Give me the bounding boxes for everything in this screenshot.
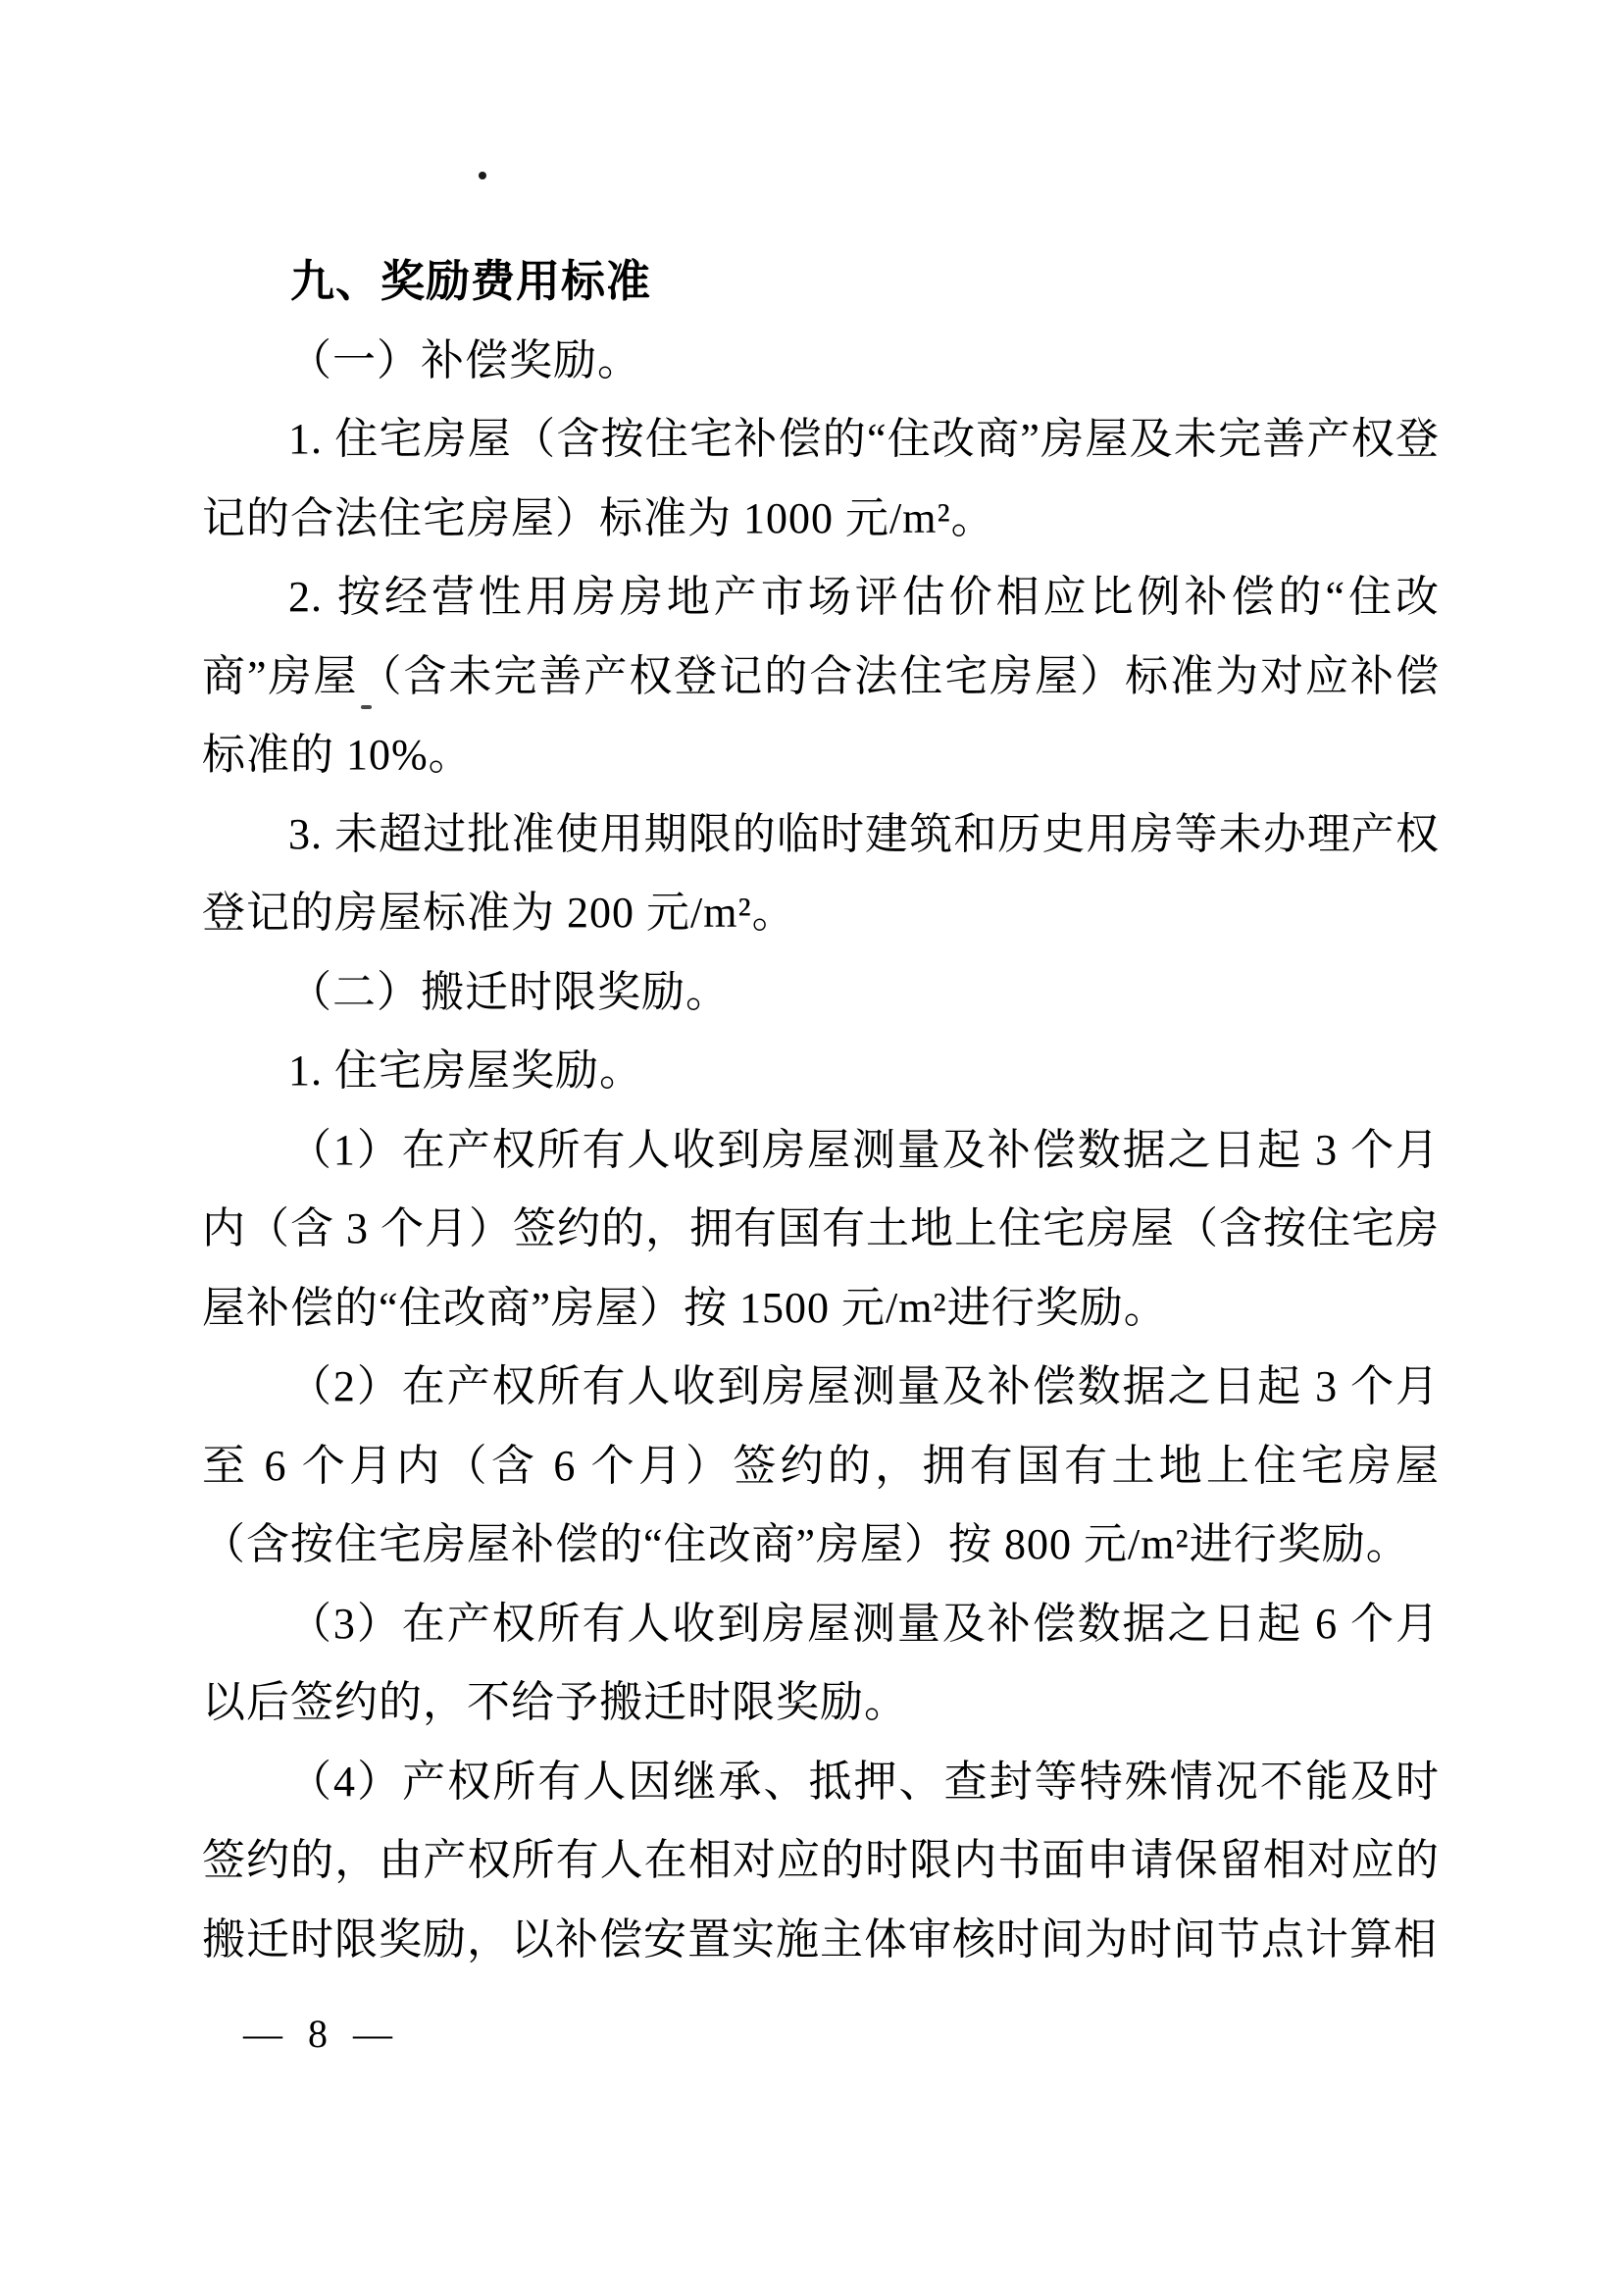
paragraph: （4）产权所有人因继承、抵押、查封等特殊情况不能及时签约的，由产权所有人在相对应的时限内书面申请保留相对应的搬迁时限奖励，以补偿安置实施主体审核时间为时间节点计算相 bbox=[202, 1757, 1440, 1964]
paragraph: （1）在产权所有人收到房屋测量及补偿数据之日起 3 个月内（含 3 个月）签约的，拥有国有土地上住宅房屋（含按住宅房屋补偿的“住改商”房屋）按 1500 元/m²进行奖励。 bbox=[202, 1125, 1440, 1332]
paragraph: （一）补偿奖励。 bbox=[288, 335, 641, 384]
paragraph: 1. 住宅房屋（含按住宅补偿的“住改商”房屋及未完善产权登记的合法住宅房屋）标准为 1000 元/m²。 bbox=[202, 415, 1440, 542]
paragraph: （2）在产权所有人收到房屋测量及补偿数据之日起 3 个月至 6 个月内（含 6 个月）签约的，拥有国有土地上住宅房屋（含按住宅房屋补偿的“住改商”房屋）按 800 元/m²进行奖励。 bbox=[202, 1362, 1440, 1568]
section-heading: 九、奖励费用标准 bbox=[290, 256, 652, 306]
page-number: — 8 — bbox=[243, 2012, 400, 2056]
paragraph: 2. 按经营性用房房地产市场评估价相应比例补偿的“住改商”房屋（含未完善产权登记的合法住宅房屋）标准为对应补偿标准的 10%。 bbox=[202, 573, 1440, 779]
paragraph: （3）在产权所有人收到房屋测量及补偿数据之日起 6 个月以后签约的，不给予搬迁时限奖励。 bbox=[202, 1599, 1440, 1726]
document-body bbox=[202, 242, 1440, 1979]
paragraph: （二）搬迁时限奖励。 bbox=[288, 967, 730, 1016]
paragraph: 1. 住宅房屋奖励。 bbox=[288, 1046, 643, 1095]
scan-ink-speck bbox=[479, 172, 486, 179]
paragraph: 3. 未超过批准使用期限的临时建筑和历史用房等未办理产权登记的房屋标准为 200 元/m²。 bbox=[202, 809, 1440, 937]
